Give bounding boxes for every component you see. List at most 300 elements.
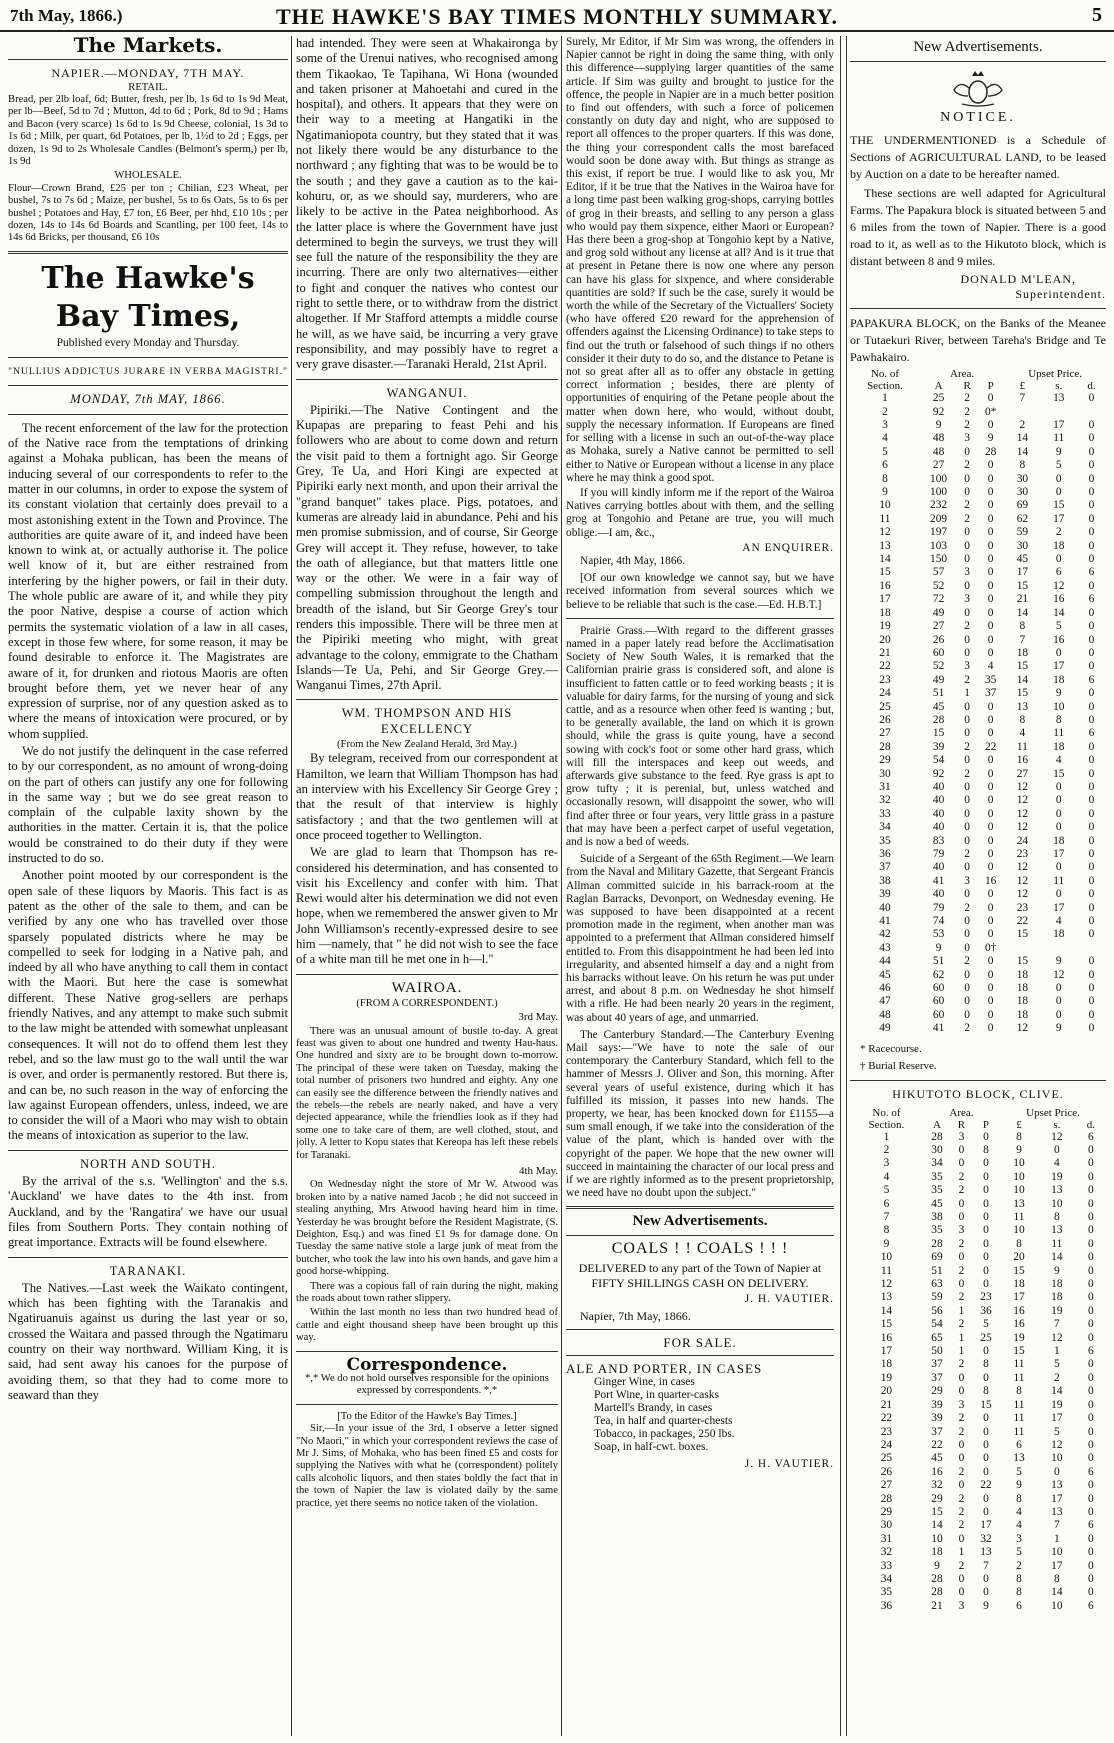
table-cell: 0: [983, 1184, 989, 1197]
table-cell: 4: [1016, 1505, 1022, 1518]
table-cell: 0: [1088, 1264, 1094, 1277]
table-cell: 0: [1088, 1371, 1094, 1384]
column-rule: [561, 36, 562, 1736]
table-cell: 51: [932, 687, 945, 700]
table-cell: 18: [1053, 928, 1065, 941]
table-cell: 36: [880, 1599, 893, 1612]
table-row: [850, 446, 1106, 459]
table-cell: 0: [1088, 1157, 1094, 1170]
table-cell: 16: [880, 1331, 893, 1344]
table-cell: 100: [930, 486, 948, 499]
table-cell: 9: [1055, 1022, 1062, 1035]
table-cell: 29: [879, 754, 891, 767]
table-cell: 22: [980, 1479, 992, 1492]
table-cell: 2: [958, 1465, 965, 1478]
table-cell: 24: [1016, 834, 1029, 847]
table-cell: 9: [882, 486, 888, 499]
table-row: [850, 848, 1106, 861]
table-cell: 0: [1088, 834, 1095, 847]
table-cell: 0: [1088, 1291, 1094, 1304]
table-cell: 4: [1019, 727, 1026, 740]
table-cell: 10: [1013, 1184, 1025, 1197]
table-subheader: £: [1019, 380, 1026, 393]
table-row: [850, 1439, 1106, 1452]
thompson-source: (From the New Zealand Herald, 3rd May.): [337, 739, 517, 751]
table-row: [850, 419, 1106, 432]
correspondence-letter: Sir,—In your issue of the 3rd, I observe a letter signed "No Maori," in which your correspondent reviews the case of Mr J. Sims, of Mohaka, who has been fined £5 and costs for supplying the Natives with what he (correspondent) politely calls alcoholic liquors, and then states boldly the fact that in the town of Napier the law is violated daily by the same practice, yet there seems no notice taken of the violation.: [296, 1423, 558, 1509]
thompson-text: By telegram, received from our correspondent at Hamilton, we learn that William Thompson has had an interview with his Excellency Sir George Grey ; that the result of that interview is highly satisfactory ; and that the two gentlemen will at once proceed together to Wellington.: [296, 751, 558, 842]
table-cell: 15: [1013, 1264, 1025, 1277]
table-cell: 0: [1088, 780, 1095, 793]
table-cell: 44: [879, 955, 891, 968]
table-cell: 6: [1088, 1130, 1094, 1143]
table-cell: 0: [983, 1465, 989, 1478]
letter-text: If you will kindly inform me if the report of the Wairoa Natives carrying bottles about with them, and the selling grog at Tongohio and Petane are true, you will much oblige.—I am, &c.,: [566, 486, 834, 539]
canterbury-standard-text: The Canterbury Standard.—The Canterbury Evening Mail says:—"We have to note the sale of our contemporary the Canterbury Standard, which fell to the hammer of Messrs J. Oliver and Son, this morning. After several years of useful existence, during which it has fulfilled its mission, it passes into new hands. The property, we hear, has been knocked down for £1155—a sum small enough, if we take into the consideration of the value of the plant, which is handed over with the copyright of the paper. We hope that the new owner will succeed in maintaining the character of our local press and if we are rightly informed as to the present proprietorship, we need have no doubt upon the subject.": [566, 1028, 834, 1200]
column-rule: [846, 36, 847, 1736]
table-row: [850, 942, 1106, 955]
column-3: [566, 36, 834, 1740]
table-cell: 2: [964, 848, 970, 860]
table-subheader: R: [963, 380, 971, 393]
column-1: [8, 36, 288, 1740]
table-cell: 27: [932, 459, 945, 472]
table-cell: 39: [931, 1398, 943, 1411]
taranaki-text: The Natives.—Last week the Waikato contingent, which has been fighting with the Taranakis and Ngatiruanuis against us during the last year or so, crossed the Waitara and passed through the Ngatimaru country on their way northward. William King, it is said, had sent away his canoes for the purpose of avoiding them, so that they had to come more to seaward than they: [8, 1280, 288, 1402]
table-cell: 33: [879, 807, 891, 820]
table-cell: 3: [883, 1157, 890, 1170]
new-advertisements-heading: New Advertisements.: [913, 39, 1043, 55]
table-cell: 54: [931, 1318, 943, 1331]
table-cell: 0: [964, 861, 970, 874]
table-cell: 16: [1016, 754, 1029, 767]
table-cell: 40: [932, 794, 945, 807]
table-cell: 14: [879, 553, 891, 566]
table-cell: 14: [931, 1519, 943, 1532]
table-row: [850, 1506, 1106, 1519]
table-row: [850, 1224, 1106, 1237]
table-cell: 25: [980, 1331, 992, 1344]
table-cell: 11: [1013, 1412, 1025, 1425]
table-cell: 0: [1055, 553, 1062, 566]
table-row: [850, 1533, 1106, 1546]
coals-signature: J. H. VAUTIER.: [744, 1292, 834, 1305]
table-cell: 0: [1055, 995, 1062, 1008]
table-cell: 232: [930, 499, 948, 512]
table-cell: 0: [983, 1492, 989, 1505]
table-cell: 29: [931, 1492, 943, 1505]
table-cell: 9: [987, 432, 994, 445]
table-cell: 0: [964, 646, 970, 659]
table-row: [850, 982, 1106, 995]
table-cell: 0: [987, 459, 994, 472]
table-cell: 2: [964, 459, 970, 472]
table-cell: 5: [983, 1318, 989, 1331]
table-cell: 8: [1016, 1237, 1022, 1250]
table-cell: 2: [958, 1318, 965, 1331]
table-header: Area.: [949, 1106, 974, 1119]
table-row: [850, 392, 1106, 405]
table-row: [850, 513, 1106, 526]
table-cell: 51: [931, 1264, 943, 1277]
table-cell: 0: [1088, 901, 1095, 914]
table-cell: 2: [958, 1412, 965, 1425]
table-row: [850, 1519, 1106, 1532]
table-cell: 6: [883, 1197, 890, 1210]
table-cell: 3: [964, 566, 970, 579]
table-cell: 0: [987, 700, 994, 713]
table-row: [850, 1466, 1106, 1479]
table-cell: [1004, 406, 1040, 419]
table-cell: 13: [1051, 1479, 1063, 1492]
table-cell: 0: [1088, 459, 1095, 472]
table-row: [850, 915, 1106, 928]
table-cell: 10: [879, 499, 891, 512]
table-cell: 2: [958, 1519, 965, 1532]
table-cell: 5: [883, 1184, 890, 1197]
table-cell: 0: [964, 553, 970, 566]
table-cell: 14: [880, 1304, 893, 1317]
table-cell: 0: [983, 1412, 989, 1425]
table-cell: 0: [964, 700, 970, 713]
table-cell: 18: [880, 1358, 893, 1371]
markets-title: The Markets.: [73, 36, 223, 57]
table-cell: 18: [1053, 673, 1065, 686]
for-sale-list: [594, 1376, 834, 1454]
table-cell: 0: [964, 928, 970, 941]
table-cell: 0: [1088, 539, 1095, 552]
table-cell: 11: [880, 1264, 892, 1277]
table-cell: 0: [1088, 821, 1095, 834]
table-cell: 0: [987, 727, 994, 740]
editorial-paragraph: The recent enforcement of the law for the protection of the Native race from the temptations of drinking against a Mohaka publican, has been the means of inducing several of our correspondents to refer to the matter in our columns, in order to expose the system of its constant violation that certainly does prevail to a most astonishing extent in the Town and Province. The authorities are quite aware of it, and indeed have been known to wink at, or actually authorise it. The police well know of it, but are either restrained from interfering by the higher powers, or fail in their duty. The whole public are aware of it, and while they pity the poor Native, despise a course of action which permits the systematic violation of a law in all cases, except in those few where, for some reason, it may be found desirable to enforce it. The Magistrates are aware of it, for drunken and riotous Maoris are often brought before them, yet we never hear of any expression of surprise, nor of any question asked as to where the means of intoxication were procured, or by whom supplied.: [8, 420, 288, 741]
masthead-date: MONDAY, 7th MAY, 1866.: [70, 392, 226, 407]
table-cell: 21: [879, 646, 891, 659]
table-header: No. of: [870, 368, 900, 381]
table-cell: 17: [1016, 566, 1029, 579]
table-row: [850, 1426, 1106, 1439]
table-cell: 0: [983, 1371, 989, 1384]
issue-date: 7th May, 1866.): [10, 6, 123, 25]
for-sale-item: Soap, in half-cwt. boxes.: [594, 1440, 709, 1453]
table-cell: 13: [1016, 700, 1029, 713]
table-cell: 30: [879, 767, 891, 780]
table-cell: 0: [1088, 700, 1095, 713]
table-cell: 1: [958, 1304, 965, 1317]
table-cell: 40: [932, 821, 945, 834]
for-sale-signature: J. H. VAUTIER.: [744, 1457, 834, 1470]
table-cell: 0: [1088, 767, 1095, 780]
editorial-paragraph: We do not justify the delinquent in the case referred to by our correspondent, as no amount of wrong-doing on the part of others can justify any one for following in the same way ; but we do see great reason to complain of the culpable laxity shown by the authorities in the matter. Certain it is, that the police would be constrained to do their duty if they were instructed to do so.: [8, 744, 288, 866]
table-cell: 20: [1013, 1251, 1025, 1264]
table-row: [850, 1238, 1106, 1251]
table-cell: 0†: [984, 941, 997, 954]
table-cell: 79: [932, 848, 945, 860]
table-cell: 8: [983, 1358, 989, 1371]
table-cell: 30: [880, 1519, 893, 1532]
table-cell: 4: [1016, 1519, 1022, 1532]
table-row: [850, 888, 1106, 901]
table-cell: 7: [1019, 633, 1026, 646]
table-cell: 10: [1013, 1224, 1025, 1237]
table-cell: 0: [1055, 861, 1062, 874]
table-cell: 0: [1088, 633, 1095, 646]
table-cell: 34: [880, 1572, 893, 1585]
table-cell: 15: [1053, 767, 1065, 780]
wairoa-date: 3rd May.: [518, 1011, 558, 1024]
table-cell: 0: [958, 1385, 965, 1398]
table-cell: 39: [932, 740, 945, 753]
table-cell: [1041, 406, 1077, 419]
table-cell: 0: [987, 486, 994, 499]
table-cell: 60: [932, 982, 945, 995]
table-row: [850, 1171, 1106, 1184]
table-row: [850, 727, 1106, 740]
table-cell: 5: [1016, 1546, 1022, 1559]
table-cell: 7: [883, 1211, 890, 1224]
table-cell: 3: [964, 593, 970, 606]
table-cell: 0: [1088, 1251, 1094, 1264]
table-cell: 63: [931, 1278, 943, 1291]
table-row: [850, 1009, 1106, 1022]
table-cell: 60: [932, 995, 945, 1008]
table-cell: 9: [935, 419, 942, 431]
table-cell: 12: [1016, 1022, 1029, 1035]
table-cell: 2: [964, 767, 970, 780]
table-cell: 92: [932, 405, 945, 418]
table-cell: 13: [1051, 1224, 1063, 1237]
table-cell: 4: [883, 1170, 890, 1183]
table-cell: 0: [987, 606, 994, 619]
table-cell: 0: [987, 593, 994, 606]
table-cell: 0: [1088, 807, 1095, 820]
table-cell: 0: [987, 633, 994, 646]
table-cell: 56: [931, 1304, 943, 1317]
table-row: [850, 741, 1106, 754]
table-cell: 13: [1013, 1197, 1025, 1210]
table-row: [850, 1345, 1106, 1358]
table-cell: 0: [987, 968, 994, 981]
table-cell: 6: [1016, 1599, 1022, 1612]
table-cell: 0: [987, 620, 994, 633]
table-cell: 0: [1088, 445, 1095, 458]
table-cell: [1077, 942, 1106, 955]
table-cell: 1: [1053, 1532, 1060, 1545]
table-cell: 0: [964, 539, 970, 552]
table-cell: 16: [879, 579, 891, 592]
taranaki-continued: had intended. They were seen at Whakaironga by some of the Urenui natives, who recognised among them Tikaokao, Te Tapihana, Wi Hona (wounded and taken prisoner at Mahoetahi and cured in the hospital), and others. It appears that they were on their way to a meeting at Hangatiki in the Ngatimaniopota country, but they stated that it was not likely there would be any disturbance to the northward ; any fighting that was to be would be to the south ; and they gave a caution as to the kai-kohuru, or, as we should say, murderers, who are likely to be active in the Patea neighborhood. As the latter place is where the Government have just determined to begin the surveys, we trust they will see full the nature of the responsibility the they are incurring. There are only two alternatives—either to fight and conquer the natives who contest our right to settle there, or to withdraw from the district altogether. If Mr Stafford attempts a middle course he will, as we have said, be incurring a very grave responsibility, and may possibly have to regret a very grave disaster.—Taranaki Herald, 21st April.: [296, 36, 558, 372]
table-cell: 26: [932, 633, 945, 646]
table-cell: 0: [1088, 432, 1095, 445]
table-cell: 12: [1051, 1331, 1063, 1344]
table-cell: 14: [1016, 673, 1029, 686]
table-cell: 0: [1055, 472, 1062, 485]
table-cell: 0: [1088, 1224, 1094, 1237]
table-cell: 0: [987, 1008, 994, 1021]
table-cell: 10: [1013, 1157, 1025, 1170]
table-cell: 0: [1088, 1331, 1094, 1344]
table-cell: 18: [1053, 539, 1065, 552]
table-cell: 28: [932, 713, 945, 726]
table-cell: 10: [880, 1251, 893, 1264]
table-cell: 18: [1016, 968, 1029, 981]
table-cell: 0: [1088, 486, 1095, 499]
table-cell: 2: [964, 499, 970, 512]
table-cell: 0: [1088, 620, 1095, 633]
table-cell: 32: [879, 794, 891, 807]
table-cell: 4: [987, 660, 994, 673]
table-cell: 0: [987, 566, 994, 579]
table-cell: 0: [1055, 646, 1062, 659]
table-cell: 7: [1053, 1318, 1060, 1331]
table-cell: 30: [1016, 486, 1029, 499]
table-cell: 15: [879, 566, 891, 579]
table-cell: 18: [1016, 646, 1029, 659]
table-row: [850, 701, 1106, 714]
table-cell: 40: [879, 901, 891, 914]
table-row: [850, 1479, 1106, 1492]
editor-note: [Of our own knowledge we cannot say, but we have received information from several sources which we believe to be reliable that such is the case.—Ed. H.B.T.]: [566, 572, 834, 611]
table-cell: 25: [932, 392, 945, 405]
table-cell: 0: [958, 1278, 965, 1291]
suicide-text: Suicide of a Sergeant of the 65th Regiment.—We learn from the Naval and Military Gazette, that Sergeant Francis Allman committed suicide in his barrack-room at the Raglan Barracks, Devonport, on Wednesday evening. He was supposed to have been disappointed at a recent promotion made in the regiment, when another man was appointed to a preferment that Allman considered himself entitled to. From this disappointment he had been led into irregularity, and absented himself a day and a night from his barracks without leave. On his return he was put under arrest, and about 8 p.m. on Wednesday he shot himself with a rifle. He had been nearly 20 years in the regiment, was about 40 years of age, and unmarried.: [566, 853, 834, 1024]
table-cell: 3: [964, 660, 970, 673]
table-cell: 0: [987, 392, 994, 405]
wairoa-text: There was an unusual amount of bustle to-day. A great feast was given to about one hundred and twenty Hau-haus. One hundred and sixty are to be brought down to-morrow. The principal of these were taken on Tuesday, making the total number of prisoners two hundred and eighty. Any one can easily see the difference between the friendly natives and the rebels—the rebels are nearly naked, and have a very dejected appearance, while the friendlies look as if they had some one to take care of them, are well clothed, stout, and jolly. A letter to Kopu states that Kereopa has left these rebels for Taranaki.: [296, 1025, 558, 1161]
table-cell: 2: [964, 405, 970, 418]
table-cell: 0: [1088, 982, 1095, 995]
table-cell: 0: [1055, 1008, 1062, 1021]
table-cell: 8: [1019, 459, 1026, 472]
table-cell: 0: [987, 526, 994, 539]
table-cell: 2: [964, 512, 970, 525]
table-cell: 69: [931, 1251, 943, 1264]
table-cell: 15: [880, 1318, 893, 1331]
table-cell: 11: [1053, 874, 1065, 887]
retail-prices: Bread, per 2lb loaf, 6d; Butter, fresh, per lb, 1s 6d to 1s 9d Meat, per lb—Beef, 5d to 7d ; Mutton, 4d to 6d ; Pork, 8d to 9d ; Hams and Bacon (very scarce) 1s 6d to 1s 9d Cheese, colonial, 1s 3d to 1s 6d ; Milk, per quart, 6d Potatoes, per lb, 1½d to 2d ; Eggs, per dozen, 1s 9d to 2s Wholesale Candles (Belmont's sperm,) per lb, 1s 9d: [8, 94, 288, 168]
table-cell: 0: [983, 1438, 989, 1451]
table-cell: 17: [1013, 1291, 1025, 1304]
table-row: [850, 969, 1106, 982]
table-subheader: d.: [1087, 380, 1096, 393]
table-cell: 0: [1088, 1398, 1094, 1411]
table-cell: 6: [1055, 566, 1062, 579]
table-cell: 28: [931, 1130, 943, 1143]
table-cell: 59: [1016, 526, 1029, 539]
table-cell: 32: [980, 1532, 992, 1545]
table-row: [850, 620, 1106, 633]
table-cell: 0: [983, 1264, 989, 1277]
table-cell: 23: [1016, 901, 1029, 914]
table-cell: 15: [1016, 579, 1029, 592]
table-cell: 6: [1088, 727, 1095, 740]
table-cell: 14: [1016, 432, 1029, 445]
table-cell: 0: [987, 419, 994, 431]
table-cell: 0: [964, 486, 970, 499]
table-cell: 0: [964, 941, 970, 954]
prairie-grass-text: Prairie Grass.—With regard to the different grasses named in a paper lately read before the Acclimatisation Society of New South Wales, it is remarked that the Californian prairie grass is considered soft, and alone is insufficient to fatten cattle or to feed working beasts ; it is valuable for dairy farms, for the nursing of young and sick cattle, and as a resource when other feed is wanting ; but, to be generally available, the land on which it is grown should, while the grass is quite young, have a second sowing with cock's foot or some other hard grass, which will fill the interspaces and keep out weeds, and afterwards give substance to the feed. Rye grass is apt to grow tufty ; it is perenial, but, unless watched and occasionally resown, will disappoint the sower, who will find after three or four years, very little grass in a pasture that may have been a perfect carpet of useful vegetation, and is now a bed of weeds.: [566, 624, 834, 848]
table-row: [850, 473, 1106, 486]
table-cell: 32: [880, 1546, 893, 1559]
table-row: [850, 486, 1106, 499]
table-cell: 11: [1013, 1371, 1025, 1384]
table-row: [850, 1412, 1106, 1425]
table-cell: 0: [1088, 392, 1095, 405]
table-cell: 8: [1019, 620, 1026, 633]
table-header: No. of: [872, 1106, 901, 1119]
table-row: [850, 1278, 1106, 1291]
wairoa-text: There was a copious fall of rain during the night, making the roads about town rather slippery.: [296, 1280, 558, 1305]
table-cell: 18: [1016, 1008, 1029, 1021]
table-cell: 8: [983, 1143, 989, 1156]
table-cell: 3: [882, 419, 888, 431]
table-cell: 0: [964, 968, 970, 981]
table-cell: 7: [1019, 392, 1026, 405]
page-header: [0, 0, 1114, 32]
table-cell: 35: [879, 834, 891, 847]
table-cell: 0: [1088, 1022, 1095, 1035]
table-cell: 15: [931, 1505, 943, 1518]
table-cell: 2: [958, 1237, 965, 1250]
markets-dateline: NAPIER.—MONDAY, 7TH MAY.: [51, 66, 245, 81]
table-cell: 45: [1016, 553, 1029, 566]
table-cell: 0: [964, 754, 970, 767]
table-cell: 10: [1013, 1170, 1025, 1183]
table-subheader: Section.: [868, 1118, 905, 1131]
table-cell: 18: [1053, 834, 1065, 847]
table-cell: 0: [983, 1251, 989, 1264]
table-cell: 22: [1016, 915, 1029, 928]
table-cell: 0: [987, 512, 994, 525]
table-cell: 0: [987, 834, 994, 847]
table-cell: 32: [931, 1479, 943, 1492]
table-cell: 0: [964, 526, 970, 539]
table-cell: 0: [964, 915, 970, 928]
table-cell: 8: [1055, 713, 1062, 726]
table-cell: 37: [931, 1371, 943, 1384]
table-cell: 0: [1088, 1438, 1094, 1451]
table-cell: 40: [932, 807, 945, 820]
table-cell: 0*: [984, 405, 997, 418]
table-cell: 18: [879, 606, 891, 619]
table-cell: 0: [958, 1479, 965, 1492]
table-cell: 2: [1055, 526, 1062, 539]
table-cell: 52: [932, 579, 945, 592]
table-cell: 1: [882, 392, 888, 405]
table-cell: 0: [983, 1572, 989, 1585]
table-cell: 28: [931, 1237, 943, 1250]
table-cell: 13: [1051, 1505, 1063, 1518]
table-cell: 17: [1051, 1559, 1063, 1572]
table-cell: 19: [1013, 1331, 1025, 1344]
table-cell: 15: [932, 727, 945, 740]
table-cell: 0: [958, 1157, 965, 1170]
paper-title: THE HAWKE'S BAY TIMES MONTHLY SUMMARY.: [275, 4, 839, 29]
table-cell: 11: [1013, 1398, 1025, 1411]
table-cell: 18: [1016, 995, 1029, 1008]
table-cell: 13: [1013, 1452, 1025, 1465]
table-cell: 0: [987, 982, 994, 995]
table-cell: 0: [1088, 754, 1095, 767]
table-cell: 0: [964, 780, 970, 793]
thompson-heading: WM. THOMPSON AND HIS EXCELLENCY: [341, 706, 513, 736]
table-cell: 11: [1016, 740, 1028, 753]
table-cell: 7: [983, 1559, 989, 1572]
table-cell: 14: [1016, 445, 1029, 458]
table-cell: 5: [1016, 1465, 1022, 1478]
table-cell: 14: [1051, 1251, 1063, 1264]
table-cell: 22: [880, 1412, 893, 1425]
